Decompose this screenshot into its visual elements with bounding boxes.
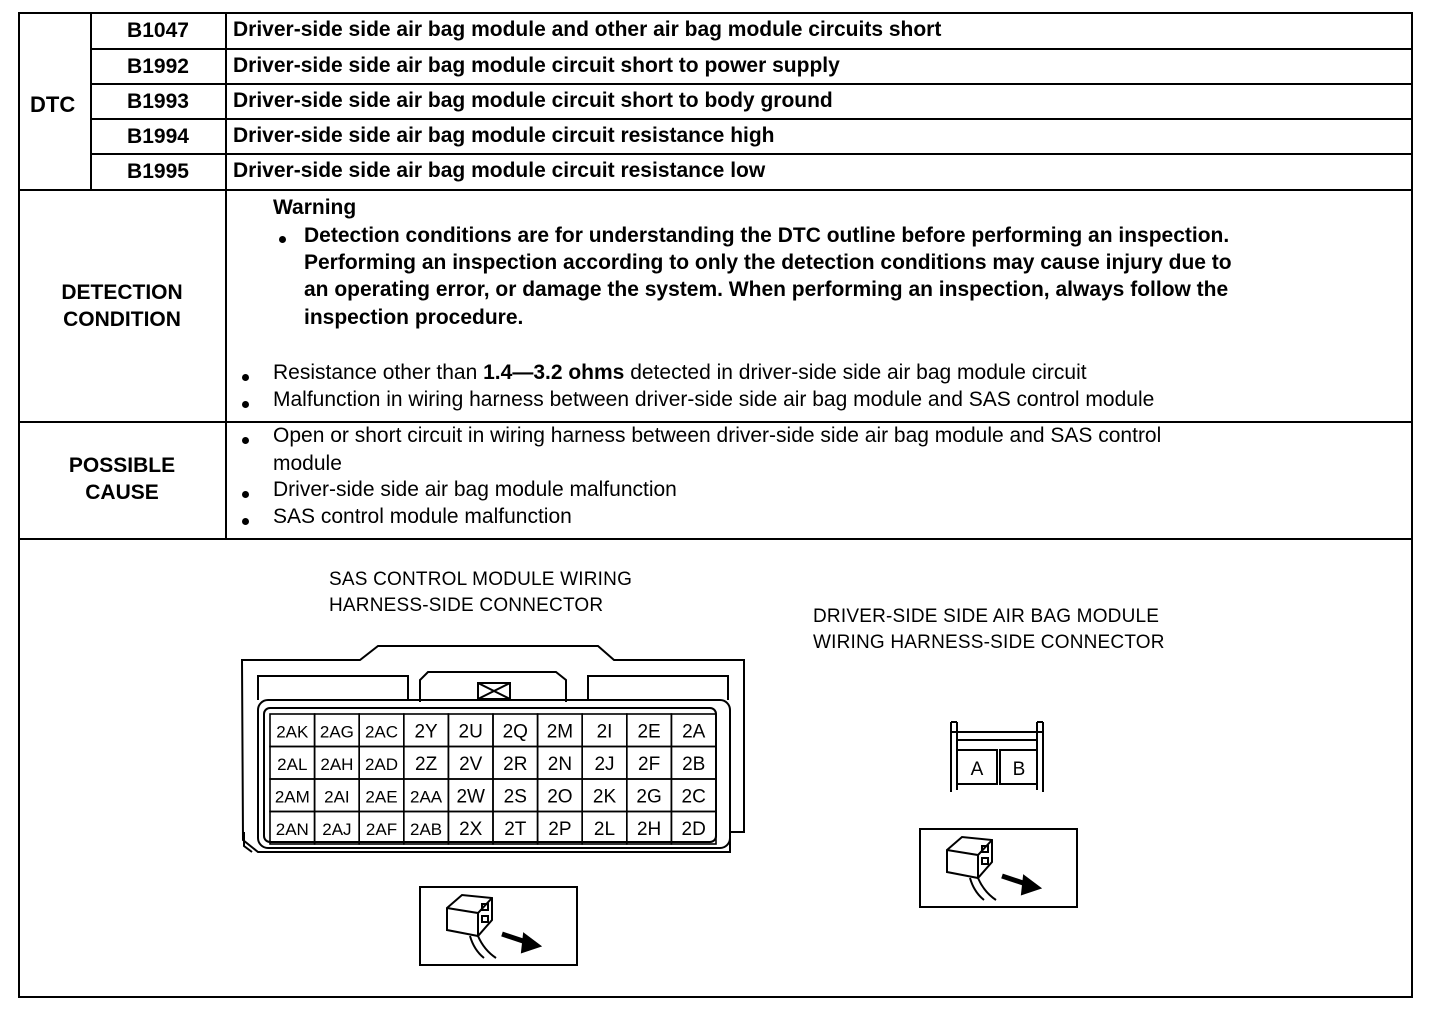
warning-text: inspection procedure.: [304, 306, 524, 329]
cause-open-short: Open or short circuit in wiring harness between driver-side side air bag module and SAS control: [273, 424, 1162, 447]
dtc-code: B1994: [127, 125, 189, 148]
dtc-description: Driver-side side air bag module circuit short to power supply: [233, 54, 840, 77]
sas-pin-label: 2B: [682, 753, 706, 775]
dtc-label: DTC: [30, 92, 76, 117]
sas-pin-label: 2N: [547, 753, 573, 775]
detection-condition-label: DETECTION CONDITION: [61, 281, 183, 331]
sas-pin-label: 2V: [459, 753, 483, 775]
sas-pin-label: 2AJ: [322, 819, 352, 839]
sas-pin-label: 2AG: [319, 722, 354, 742]
dtc-code: B1993: [127, 90, 189, 113]
sas-connector-caption: SAS CONTROL MODULE WIRING HARNESS-SIDE CONNECTOR: [329, 569, 633, 616]
sas-pin-label: 2AC: [364, 722, 399, 742]
sas-view-direction-icon: [420, 887, 577, 965]
sas-pin-label: 2AN: [275, 819, 309, 839]
sas-pin-label: 2AL: [277, 754, 308, 774]
warning-text: Performing an inspection according to only the detection conditions may cause injury due to: [304, 251, 1232, 274]
sas-pin-label: 2AI: [324, 787, 350, 807]
sas-pin-label: 2G: [636, 786, 662, 808]
cause-open-short-cont: module: [273, 452, 342, 475]
sas-pin-label: 2W: [456, 786, 485, 808]
sas-pin-label: 2T: [504, 818, 527, 840]
sas-pin-label: 2S: [503, 786, 527, 808]
sas-pin-label: 2X: [459, 818, 483, 840]
condition-harness: Malfunction in wiring harness between driver-side side air bag module and SAS control module: [273, 388, 1155, 411]
sas-pin-label: 2M: [546, 721, 574, 743]
sas-pin-label: 2U: [458, 721, 483, 743]
dtc-code: B1995: [127, 160, 189, 183]
warning-title: Warning: [273, 196, 357, 219]
sas-pin-label: 2O: [547, 786, 573, 808]
dtc-description: Driver-side side air bag module circuit short to body ground: [233, 89, 833, 112]
sas-pin-label: 2P: [548, 818, 572, 840]
dtc-description: Driver-side side air bag module circuit resistance low: [233, 159, 766, 182]
sas-pin-label: 2D: [681, 818, 706, 840]
sas-pin-label: 2F: [638, 753, 661, 775]
sas-pin-label: 2J: [594, 753, 615, 775]
dtc-code: B1992: [127, 55, 189, 78]
sas-pin-label: 2AA: [410, 787, 443, 807]
condition-resistance: Resistance other than 1.4—3.2 ohms detected in driver-side side air bag module circuit: [273, 361, 1087, 384]
sas-pin-label: 2AE: [365, 787, 398, 807]
airbag-pin-label: B: [1012, 759, 1026, 780]
sas-pin-label: 2AH: [320, 754, 354, 774]
sas-pin-label: 2AF: [365, 819, 398, 839]
dtc-description: Driver-side side air bag module circuit resistance high: [233, 124, 775, 147]
airbag-pin-label: A: [970, 759, 984, 780]
dtc-description: Driver-side side air bag module and other air bag module circuits short: [233, 18, 942, 41]
sas-pin-label: 2Q: [502, 721, 528, 743]
cause-module: Driver-side side air bag module malfunction: [273, 478, 677, 501]
dtc-code: B1047: [127, 19, 189, 42]
sas-pin-label: 2R: [503, 753, 528, 775]
sas-pin-label: 2AB: [410, 819, 443, 839]
warning-text: Detection conditions are for understanding the DTC outline before performing an inspection.: [304, 224, 1230, 247]
sas-pin-label: 2AM: [274, 787, 310, 807]
airbag-connector-caption: DRIVER-SIDE SIDE AIR BAG MODULE WIRING HARNESS-SIDE CONNECTOR: [813, 606, 1165, 653]
sas-pin-label: 2Y: [414, 721, 438, 743]
sas-pin-label: 2C: [681, 786, 706, 808]
sas-pin-label: 2H: [636, 818, 662, 840]
airbag-connector-housing: [951, 722, 1043, 792]
sas-pin-label: 2A: [682, 721, 706, 743]
cause-sas: SAS control module malfunction: [273, 505, 572, 528]
sas-pin-label: 2Z: [415, 753, 438, 775]
sas-pin-label: 2I: [596, 721, 613, 743]
warning-text: an operating error, or damage the system. When performing an inspection, always follow the: [304, 278, 1229, 301]
airbag-view-direction-icon: [920, 829, 1077, 907]
sas-pin-label: 2L: [593, 818, 616, 840]
possible-cause-label: POSSIBLE CAUSE: [68, 454, 176, 504]
sas-pin-label: 2AK: [276, 722, 309, 742]
sas-pin-grid: [270, 714, 716, 844]
sas-pin-label: 2AD: [364, 754, 399, 774]
sas-pin-label: 2K: [592, 786, 617, 808]
sas-pin-label: 2E: [637, 721, 661, 743]
